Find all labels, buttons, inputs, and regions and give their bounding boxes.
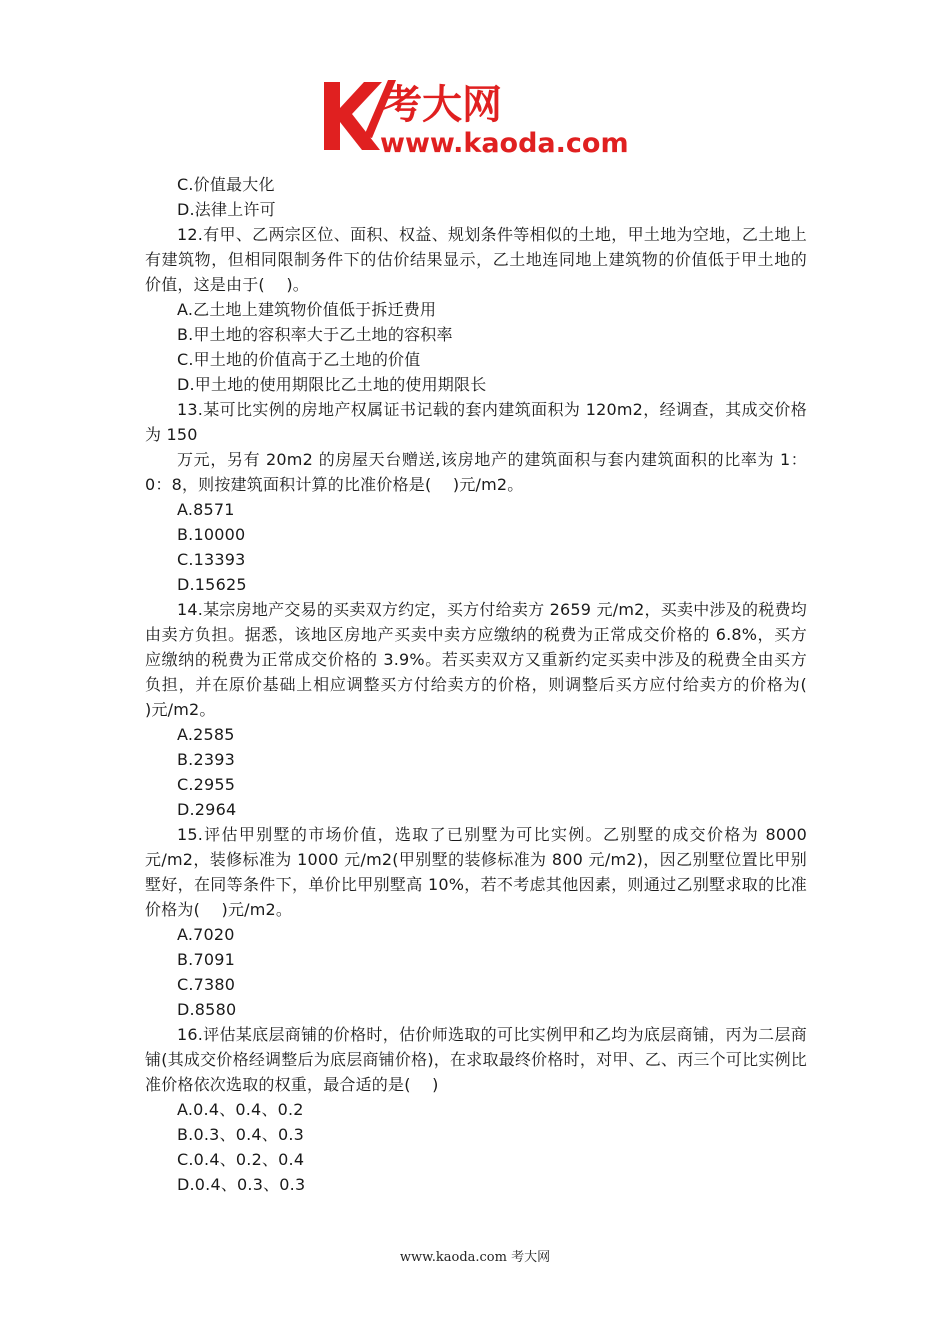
logo-brand-text: 考大网 bbox=[382, 82, 502, 128]
q13-option-d: D.15625 bbox=[177, 575, 247, 594]
q14-option-d: D.2964 bbox=[177, 800, 237, 819]
q16-option-c: C.0.4、0.2、0.4 bbox=[177, 1150, 305, 1169]
q15-option-d: D.8580 bbox=[177, 1000, 237, 1019]
q15-option-c: C.7380 bbox=[177, 975, 236, 994]
question-13: 13.某可比实例的房地产权属证书记载的套内建筑面积为 120m2，经调查，其成交价格为 150 bbox=[145, 400, 807, 444]
question-13-cont: 万元，另有 20m2 的房屋天台赠送,该房地产的建筑面积与套内建筑面积的比率为 1：0：8，则按建筑面积计算的比准价格是( )元/m2。 bbox=[145, 450, 807, 494]
kaoda-logo-graphic bbox=[318, 78, 638, 158]
q12-option-a: A.乙土地上建筑物价值低于拆迁费用 bbox=[177, 300, 437, 319]
question-12: 12.有甲、乙两宗区位、面积、权益、规划条件等相似的土地，甲土地为空地，乙土地上有建筑物，但相同限制务件下的估价结果显示，乙土地连同地上建筑物的价值低于甲土地的价值，这是由于( )。 bbox=[145, 225, 807, 294]
q13-option-b: B.10000 bbox=[177, 525, 246, 544]
q16-option-a: A.0.4、0.4、0.2 bbox=[177, 1100, 304, 1119]
q13-option-a: A.8571 bbox=[177, 500, 235, 519]
q16-option-b: B.0.3、0.4、0.3 bbox=[177, 1125, 304, 1144]
document-body bbox=[145, 172, 829, 1197]
page-footer: www.kaoda.com 考大网 bbox=[399, 1250, 551, 1265]
option-d-legal: D.法律上许可 bbox=[177, 200, 276, 219]
logo-url-text: www.kaoda.com bbox=[380, 128, 629, 158]
q12-option-c: C.甲土地的价值高于乙土地的价值 bbox=[177, 350, 421, 369]
q14-option-a: A.2585 bbox=[177, 725, 235, 744]
q14-option-b: B.2393 bbox=[177, 750, 235, 769]
q16-option-d: D.0.4、0.3、0.3 bbox=[177, 1175, 306, 1194]
question-14: 14.某宗房地产交易的买卖双方约定，买方付给卖方 2659 元/m2，买卖中涉及的税费均由卖方负担。据悉，该地区房地产买卖中卖方应缴纳的税费为正常成交价格的 6.8%，买方应缴纳的税费为正常成交价格的 3.9%。若买卖双方又重新约定买卖中涉及的税费全由买方负担，并在原价基础上相应调整买方付给卖方的价格，则调整后买方应付给卖方的价格为( )元/m2。 bbox=[145, 600, 829, 719]
option-c-value-max: C.价值最大化 bbox=[177, 175, 275, 194]
q13-option-c: C.13393 bbox=[177, 550, 246, 569]
kaoda-logo bbox=[318, 78, 638, 158]
question-16: 16.评估某底层商铺的价格时，估价师选取的可比实例甲和乙均为底层商铺，丙为二层商铺(其成交价格经调整后为底层商铺价格)，在求取最终价格时，对甲、乙、丙三个可比实例比准价格依次选取的权重，最合适的是( ) bbox=[145, 1025, 807, 1094]
q15-option-a: A.7020 bbox=[177, 925, 235, 944]
q12-option-b: B.甲土地的容积率大于乙土地的容积率 bbox=[177, 325, 453, 344]
question-15: 15.评估甲别墅的市场价值，选取了已别墅为可比实例。乙别墅的成交价格为 8000 元/m2，装修标准为 1000 元/m2(甲别墅的装修标准为 800 元/m2)，因乙别墅位置比甲别墅好，在同等条件下，单价比甲别墅高 10%，若不考虑其他因素，则通过乙别墅求取的比准价格为( )元/m2。 bbox=[145, 825, 807, 919]
q12-option-d: D.甲土地的使用期限比乙土地的使用期限长 bbox=[177, 375, 487, 394]
q14-option-c: C.2955 bbox=[177, 775, 236, 794]
q15-option-b: B.7091 bbox=[177, 950, 235, 969]
